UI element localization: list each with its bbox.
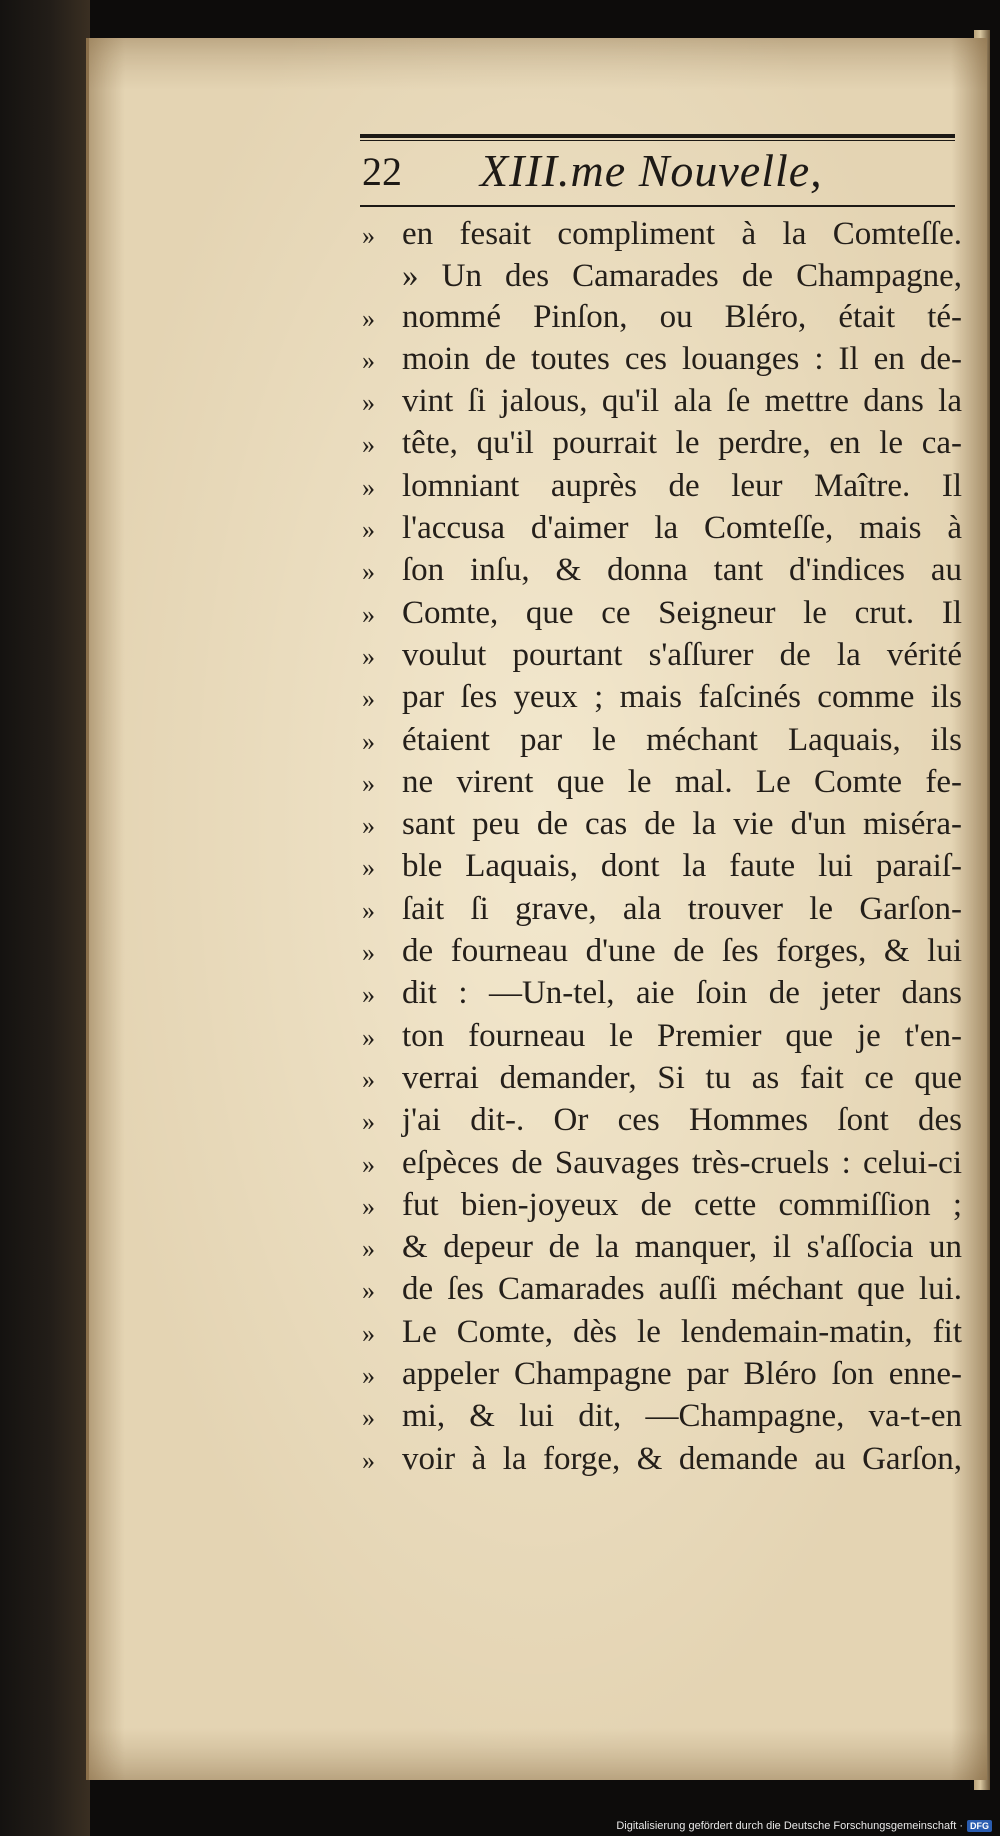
text-line	[362, 1185, 962, 1227]
line-text: voulut pourtant s'aſſurer de la vérité	[402, 636, 962, 673]
line-text: de fourneau d'une de ſes forges, & lui	[402, 933, 962, 970]
line-text: » Un des Camarades de Champagne,	[402, 258, 962, 295]
line-text: fut bien-joyeux de cette commiſſion ;	[402, 1186, 962, 1223]
line-text: ſon inſu, & donna tant d'indices au	[402, 552, 962, 589]
quote-mark: »	[362, 430, 375, 460]
quote-mark: »	[362, 1107, 375, 1137]
quote-mark: »	[362, 938, 375, 968]
text-line	[362, 466, 962, 508]
quote-mark: »	[362, 853, 375, 883]
quote-mark: »	[362, 1064, 375, 1094]
quote-mark: »	[362, 599, 375, 629]
quote-mark: »	[362, 1445, 375, 1475]
line-text: & depeur de la manquer, il s'aſſocia un	[402, 1229, 962, 1266]
text-line	[362, 1100, 962, 1142]
quote-mark: »	[362, 1403, 375, 1433]
text-line	[362, 846, 962, 888]
line-text: ton fourneau le Premier que je t'en-	[402, 1017, 962, 1054]
line-text: mi, & lui dit, —Champagne, va-t-en	[402, 1398, 962, 1435]
text-line	[362, 1354, 962, 1396]
line-text: Comte, que ce Seigneur le crut. Il	[402, 594, 962, 631]
text-line	[362, 256, 962, 296]
line-text: dit : —Un-tel, aie ſoin de jeter dans	[402, 975, 962, 1012]
line-text: nommé Pinſon, ou Bléro, était té-	[402, 298, 962, 335]
quote-mark: »	[362, 1276, 375, 1306]
line-text: verrai demander, Si tu as fait ce que	[402, 1059, 962, 1096]
dfg-logo-icon: DFG	[967, 1820, 992, 1832]
body-text	[362, 214, 962, 1481]
quote-mark: »	[362, 768, 375, 798]
text-line	[362, 1439, 962, 1481]
text-line	[362, 762, 962, 804]
text-line	[362, 1058, 962, 1100]
quote-mark: »	[362, 515, 375, 545]
digitization-credit	[616, 1820, 992, 1832]
quote-mark: »	[362, 684, 375, 714]
quote-mark: »	[362, 1191, 375, 1221]
quote-mark: »	[362, 1318, 375, 1348]
text-line	[362, 677, 962, 719]
line-text: tête, qu'il pourrait le perdre, en le ca-	[402, 425, 962, 462]
line-text: étaient par le méchant Laquais, ils	[402, 721, 962, 758]
quote-mark: »	[362, 1361, 375, 1391]
text-line	[362, 593, 962, 635]
header-rule-bottom	[360, 205, 955, 207]
line-text: ble Laquais, dont la faute lui paraiſ-	[402, 848, 962, 885]
line-text: voir à la forge, & demande au Garſon,	[402, 1440, 962, 1477]
quote-mark: »	[362, 895, 375, 925]
text-line	[362, 973, 962, 1015]
quote-mark: »	[362, 221, 375, 250]
quote-mark: »	[362, 980, 375, 1010]
line-text: sant peu de cas de la vie d'un miséra-	[402, 806, 962, 843]
text-line	[362, 339, 962, 381]
running-title: XIII.me Nouvelle,	[480, 145, 823, 196]
text-line	[362, 1312, 962, 1354]
line-text: moin de toutes ces louanges : Il en de-	[402, 340, 962, 377]
scan-background	[0, 0, 90, 1836]
text-line	[362, 297, 962, 339]
quote-mark: »	[362, 1022, 375, 1052]
line-text: eſpèces de Sauvages très-cruels : celui-ci	[402, 1144, 962, 1181]
header-rule-top-thin	[360, 140, 955, 141]
text-line	[362, 1227, 962, 1269]
text-line	[362, 1269, 962, 1311]
text-line	[362, 1143, 962, 1185]
quote-mark: »	[362, 726, 375, 756]
line-text: appeler Champagne par Bléro ſon enne-	[402, 1356, 962, 1393]
text-line	[362, 423, 962, 465]
text-line	[362, 931, 962, 973]
text-line	[362, 1396, 962, 1438]
text-line	[362, 381, 962, 423]
text-line	[362, 1016, 962, 1058]
text-line	[362, 889, 962, 931]
page-number: 22	[362, 149, 402, 194]
text-line	[362, 635, 962, 677]
line-text: en fesait compliment à la Comteſſe.	[402, 216, 962, 252]
line-text: lomniant auprès de leur Maître. Il	[402, 467, 962, 504]
quote-mark: »	[362, 388, 375, 418]
quote-mark: »	[362, 641, 375, 671]
header-rule-top	[360, 134, 955, 138]
text-line	[362, 804, 962, 846]
quote-mark: »	[362, 557, 375, 587]
line-text: ne virent que le mal. Le Comte fe-	[402, 763, 962, 800]
quote-mark: »	[362, 811, 375, 841]
text-line	[362, 720, 962, 762]
text-line	[362, 550, 962, 592]
line-text: de ſes Camarades auſſi méchant que lui.	[402, 1271, 962, 1308]
line-text: j'ai dit-. Or ces Hommes ſont des	[402, 1102, 962, 1139]
quote-mark: »	[362, 1234, 375, 1264]
credit-text: Digitalisierung gefördert durch die Deutsche Forschungsgemeinschaft ·	[616, 1820, 963, 1832]
text-line	[362, 214, 962, 256]
quote-mark: »	[362, 303, 375, 333]
quote-mark: »	[362, 472, 375, 502]
line-text: vint ſi jalous, qu'il ala ſe mettre dans la	[402, 383, 962, 420]
line-text: Le Comte, dès le lendemain-matin, fit	[402, 1313, 962, 1350]
line-text: par ſes yeux ; mais faſcinés comme ils	[402, 679, 962, 716]
line-text: l'accusa d'aimer la Comteſſe, mais à	[402, 510, 962, 547]
text-line	[362, 508, 962, 550]
line-text: ſait ſi grave, ala trouver le Garſon-	[402, 890, 962, 927]
quote-mark: »	[362, 1149, 375, 1179]
quote-mark: »	[362, 345, 375, 375]
